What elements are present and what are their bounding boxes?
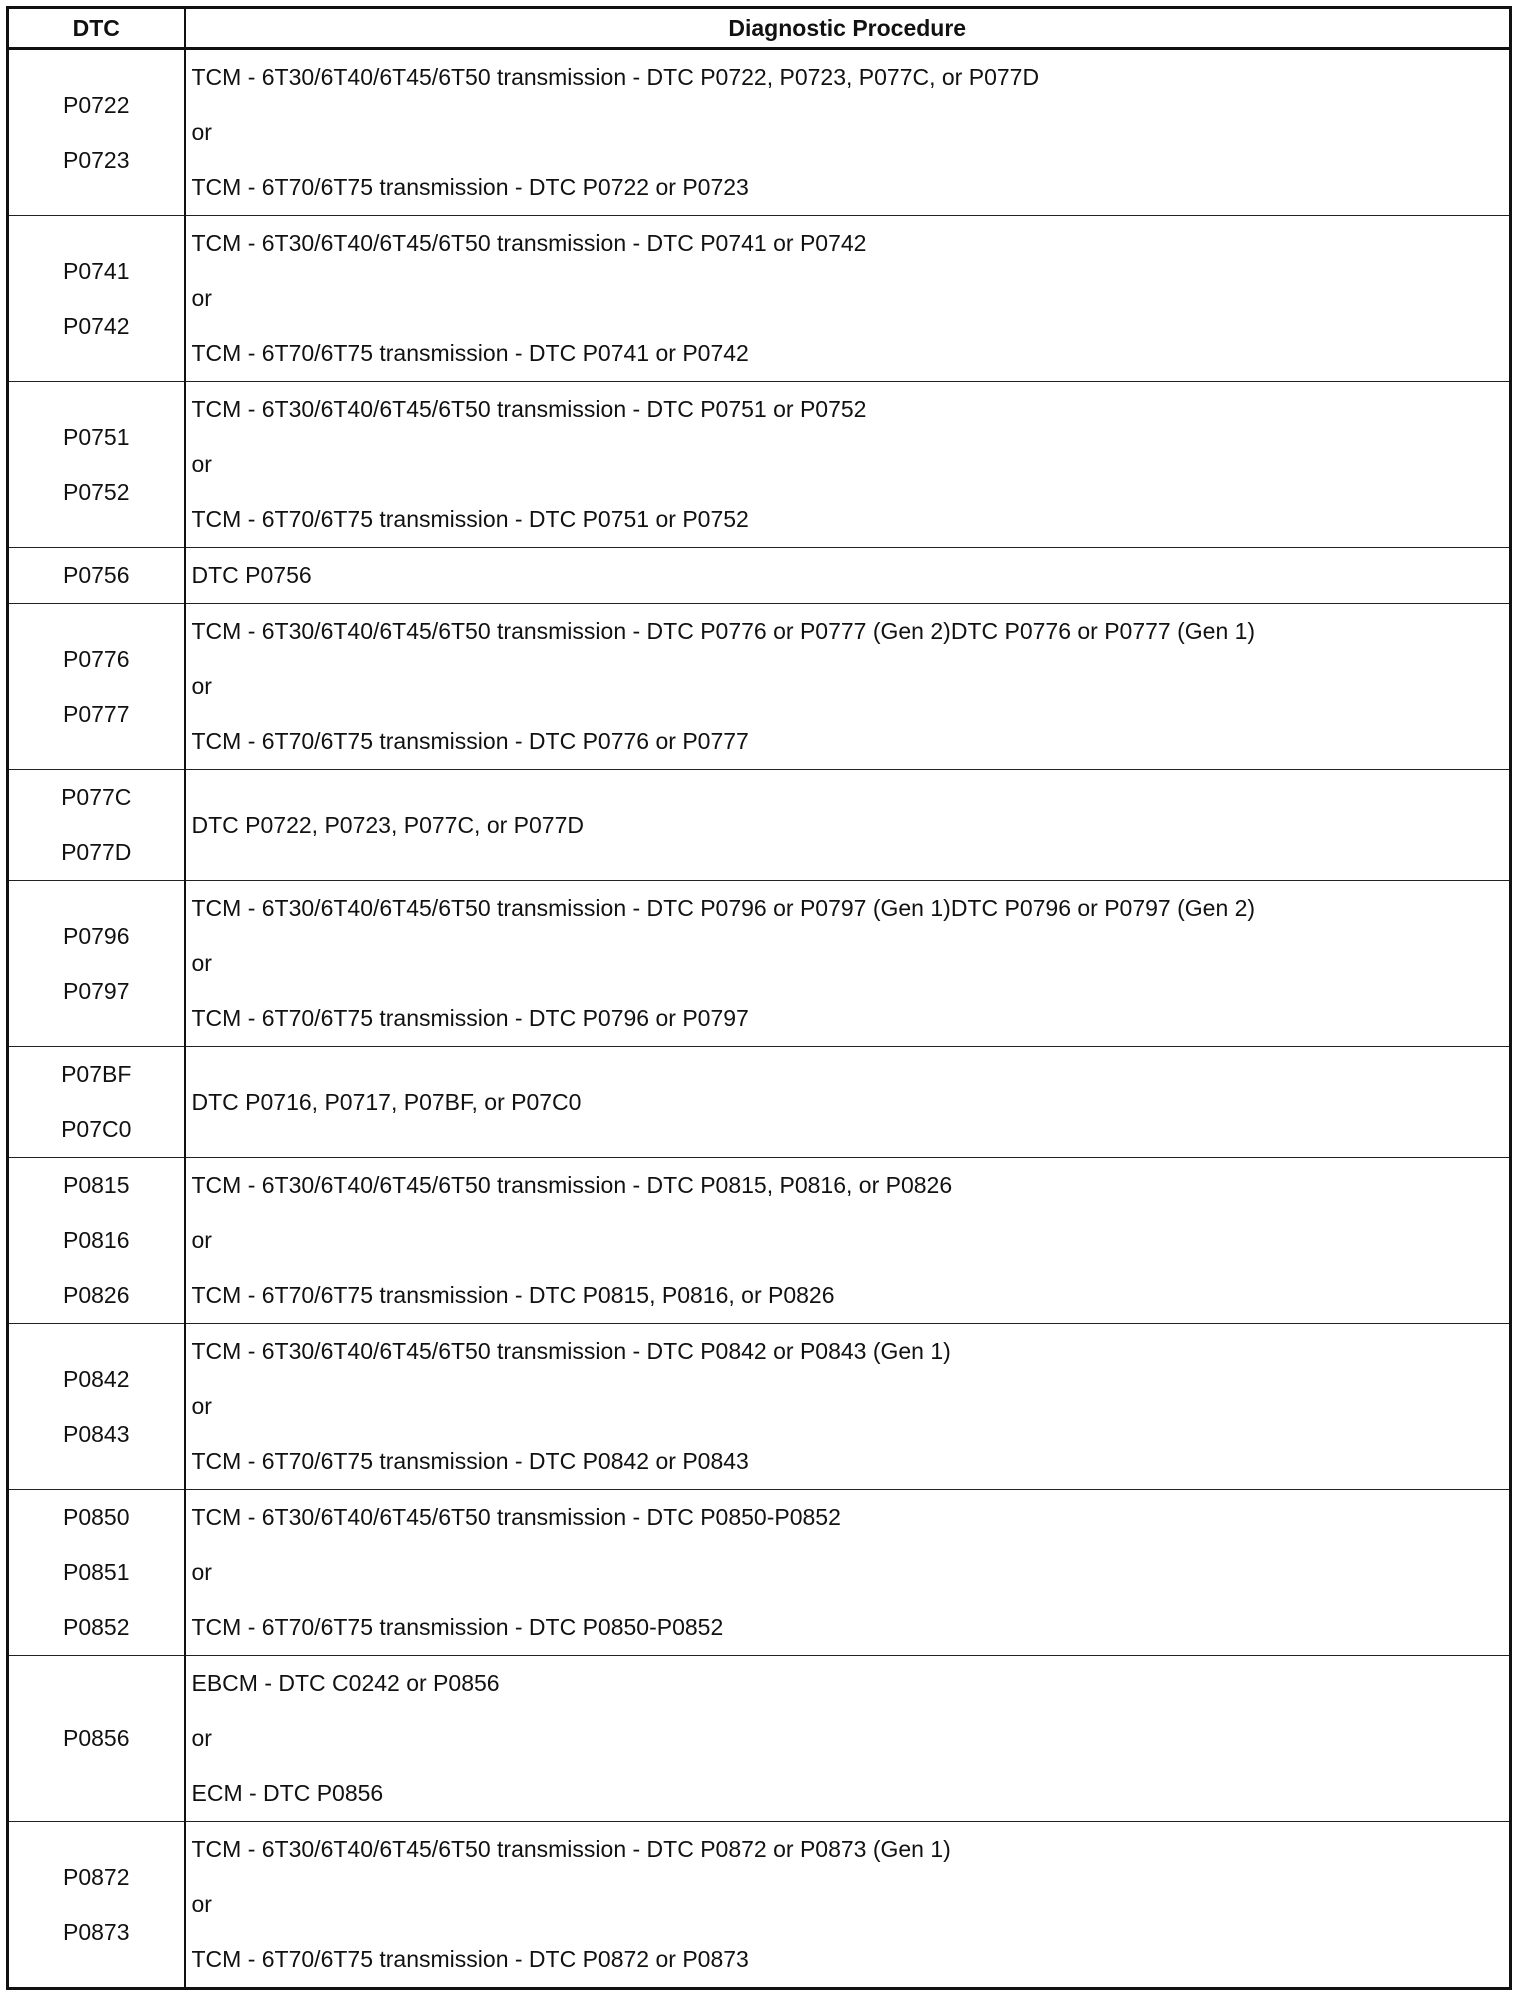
table-row [8,1047,1511,1158]
dtc-code: P0872 [62,1863,130,1890]
dtc-code-cell [8,1324,185,1490]
dtc-code: P0756 [62,562,130,588]
dtc-code: P0776 [62,645,130,672]
dtc-code: P077D [61,839,132,865]
dtc-code: P0796 [62,922,130,949]
dtc-code: P077C [61,784,132,810]
dtc-code: P0797 [62,977,130,1004]
diagnostic-procedure-cell [185,1047,1511,1158]
procedure-line: or [191,1393,212,1419]
procedure-line: or [191,285,212,311]
procedure-line: or [191,673,212,699]
dtc-code: P0723 [62,146,130,173]
dtc-code: P0851 [62,1559,130,1585]
procedure-line: TCM - 6T70/6T75 transmission - DTC P0815, P0816, or P0826 [191,1282,835,1308]
procedure-line: TCM - 6T70/6T75 transmission - DTC P0776 or P0777 [191,728,749,754]
dtc-code: P0777 [62,700,130,727]
procedure-line: TCM - 6T30/6T40/6T45/6T50 transmission - DTC P0776 or P0777 (Gen 2)DTC P0776 or P0777 (Gen 1) [191,618,1256,644]
dtc-code-cell [8,49,185,216]
dtc-code: P0843 [62,1420,130,1447]
diagnostic-procedure-cell [185,604,1511,770]
procedure-line: or [191,1559,212,1585]
dtc-code: P0816 [62,1227,130,1253]
dtc-code-cell [8,548,185,604]
dtc-code: P0826 [62,1282,130,1308]
dtc-code-cell [8,881,185,1047]
procedure-line: TCM - 6T30/6T40/6T45/6T50 transmission - DTC P0850-P0852 [191,1504,841,1530]
dtc-code: P07BF [61,1061,132,1087]
dtc-code: P0751 [62,423,130,450]
dtc-code: P0873 [62,1918,130,1945]
table-row [8,1158,1511,1324]
dtc-code-cell [8,1656,185,1822]
procedure-line: EBCM - DTC C0242 or P0856 [191,1670,500,1696]
procedure-line: or [191,451,212,477]
table-row [8,216,1511,382]
procedure-line: DTC P0756 [191,562,312,588]
procedure-line: ECM - DTC P0856 [191,1780,384,1806]
dtc-code-cell [8,604,185,770]
table-row [8,770,1511,881]
dtc-code-cell [8,770,185,881]
procedure-line: TCM - 6T70/6T75 transmission - DTC P0796 or P0797 [191,1005,749,1031]
dtc-code-cell [8,1490,185,1656]
procedure-line: TCM - 6T30/6T40/6T45/6T50 transmission - DTC P0751 or P0752 [191,396,867,422]
diagnostic-procedure-cell [185,216,1511,382]
procedure-line: or [191,1891,212,1917]
procedure-line: or [191,950,212,976]
procedure-line: TCM - 6T70/6T75 transmission - DTC P0842 or P0843 [191,1448,749,1474]
procedure-line: DTC P0716, P0717, P07BF, or P07C0 [191,1088,582,1115]
procedure-line: TCM - 6T30/6T40/6T45/6T50 transmission - DTC P0722, P0723, P077C, or P077D [191,64,1040,90]
procedure-line: TCM - 6T70/6T75 transmission - DTC P0722 or P0723 [191,174,749,200]
procedure-line: or [191,1725,212,1751]
diagnostic-procedure-cell [185,1656,1511,1822]
diagnostic-procedure-cell [185,770,1511,881]
diagnostic-procedure-cell [185,881,1511,1047]
dtc-code: P0742 [62,312,130,339]
dtc-code-cell [8,1158,185,1324]
dtc-code: P0815 [62,1172,130,1198]
dtc-code: P07C0 [61,1116,132,1142]
dtc-code: P0752 [62,478,130,505]
diagnostic-procedure-cell [185,1822,1511,1989]
table-row [8,548,1511,604]
procedure-line: TCM - 6T70/6T75 transmission - DTC P0850-P0852 [191,1614,724,1640]
table-row [8,382,1511,548]
procedure-line: or [191,1227,212,1253]
dtc-code-cell [8,1822,185,1989]
procedure-line: or [191,119,212,145]
diagnostic-procedure-cell [185,1158,1511,1324]
diagnostic-procedure-cell [185,1324,1511,1490]
procedure-line: TCM - 6T70/6T75 transmission - DTC P0872 or P0873 [191,1946,749,1972]
dtc-code: P0842 [62,1365,130,1392]
dtc-code: P0850 [62,1504,130,1530]
table-row [8,604,1511,770]
diagnostic-procedure-cell [185,382,1511,548]
table-row [8,49,1511,216]
procedure-line: TCM - 6T70/6T75 transmission - DTC P0741 or P0742 [191,340,749,366]
procedure-line: TCM - 6T30/6T40/6T45/6T50 transmission - DTC P0815, P0816, or P0826 [191,1172,953,1198]
dtc-code: P0722 [62,91,130,118]
procedure-line: TCM - 6T30/6T40/6T45/6T50 transmission - DTC P0796 or P0797 (Gen 1)DTC P0796 or P0797 (Gen 2) [191,895,1256,921]
diagnostic-procedure-cell [185,49,1511,216]
diagnostic-procedure-cell [185,1490,1511,1656]
table-row [8,1656,1511,1822]
table-row [8,1822,1511,1989]
procedure-line: TCM - 6T30/6T40/6T45/6T50 transmission - DTC P0842 or P0843 (Gen 1) [191,1338,951,1364]
diagnostic-procedure-cell [185,548,1511,604]
table-body [8,49,1511,1989]
table-row [8,1324,1511,1490]
procedure-line: TCM - 6T30/6T40/6T45/6T50 transmission - DTC P0741 or P0742 [191,230,867,256]
dtc-code-cell [8,216,185,382]
header-diagnostic-procedure: Diagnostic Procedure [185,8,1511,49]
table-row [8,881,1511,1047]
table-row [8,1490,1511,1656]
header-dtc: DTC [8,8,185,49]
dtc-code: P0852 [62,1614,130,1640]
dtc-code: P0741 [62,257,130,284]
procedure-line: TCM - 6T30/6T40/6T45/6T50 transmission - DTC P0872 or P0873 (Gen 1) [191,1836,951,1862]
procedure-line: TCM - 6T70/6T75 transmission - DTC P0751 or P0752 [191,506,749,532]
dtc-code-cell [8,382,185,548]
table-header-row [8,8,1511,49]
dtc-code-cell [8,1047,185,1158]
procedure-line: DTC P0722, P0723, P077C, or P077D [191,811,585,838]
dtc-diagnostic-table [6,6,1512,1990]
dtc-code: P0856 [62,1725,130,1751]
